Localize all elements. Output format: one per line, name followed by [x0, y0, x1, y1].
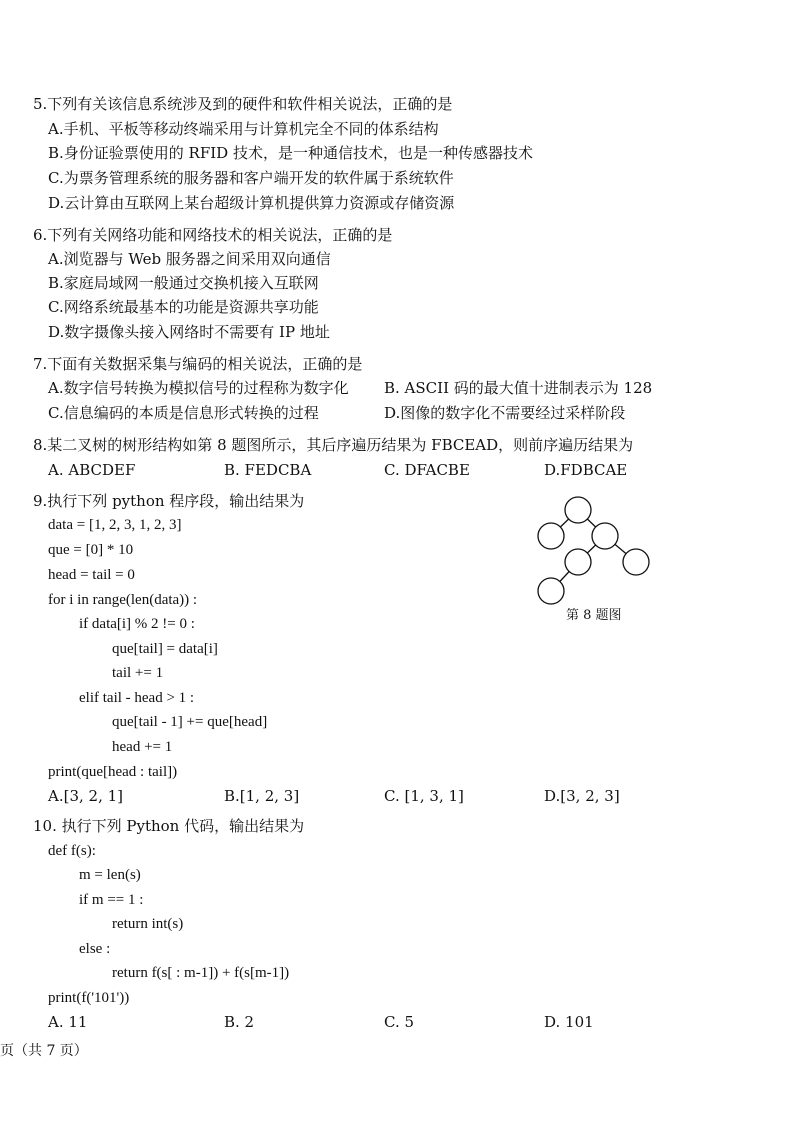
q5-option-d: D.云计算由互联网上某台超级计算机提供算力资源或存储资源 [48, 194, 455, 212]
q9-stem: 9.执行下列 python 程序段，输出结果为 [33, 492, 305, 510]
q9-code-line: tail += 1 [112, 665, 164, 681]
tree-node [565, 549, 591, 575]
q7-option-a: A.数字信号转换为模拟信号的过程称为数字化 [48, 379, 349, 397]
q8-stem: 8.某二叉树的树形结构如第 8 题图所示，其后序遍历结果为 FBCEAD，则前序遍历结果为 [33, 436, 634, 454]
q6-option-a: A.浏览器与 Web 服务器之间采用双向通信 [48, 250, 331, 268]
q6-option-b: B.家庭局域网一般通过交换机接入互联网 [48, 274, 319, 292]
q6-stem: 6.下列有关网络功能和网络技术的相关说法，正确的是 [33, 226, 393, 244]
q9-code-line: que[tail - 1] += que[head] [112, 714, 268, 730]
tree-node [565, 497, 591, 523]
q9-code-line: for i in range(len(data)) : [48, 592, 198, 608]
q9-code-line: elif tail - head > 1 : [79, 690, 195, 706]
q9-code-line: que[tail] = data[i] [112, 641, 218, 657]
tree-node [538, 578, 564, 604]
tree-node [623, 549, 649, 575]
q5-stem: 5.下列有关该信息系统涉及到的硬件和软件相关说法，正确的是 [33, 95, 453, 113]
q10-option-d: D. 101 [544, 1013, 594, 1031]
q10-code-line: return f(s[ : m-1]) + f(s[m-1]) [112, 965, 290, 981]
q9-code-line: head = tail = 0 [48, 567, 135, 583]
q8-option-c: C. DFACBE [384, 461, 470, 479]
q9-option-d: D.[3, 2, 3] [544, 787, 620, 805]
q5-option-a: A.手机、平板等移动终端采用与计算机完全不同的体系结构 [48, 120, 439, 138]
q9-code-line: head += 1 [112, 739, 173, 755]
q7-option-b: B. ASCII 码的最大值十进制表示为 128 [384, 379, 653, 397]
q8-option-b: B. FEDCBA [224, 461, 312, 479]
q10-code-line: m = len(s) [79, 867, 141, 883]
q5-option-b: B.身份证验票使用的 RFID 技术，是一种通信技术，也是一种传感器技术 [48, 144, 533, 162]
q10-option-c: C. 5 [384, 1013, 415, 1031]
q10-option-a: A. 11 [48, 1013, 88, 1031]
q9-option-a: A.[3, 2, 1] [48, 787, 124, 805]
q6-option-c: C.网络系统最基本的功能是资源共享功能 [48, 298, 319, 316]
q9-code-line: que = [0] * 10 [48, 542, 134, 558]
q9-option-c: C. [1, 3, 1] [384, 787, 464, 805]
q10-code-line: print(f('101')) [48, 990, 130, 1006]
q8-option-a: A. ABCDEF [48, 461, 136, 479]
q10-code-line: def f(s): [48, 843, 96, 859]
binary-tree-figure [530, 494, 670, 614]
q6-option-d: D.数字摄像头接入网络时不需要有 IP 地址 [48, 323, 330, 341]
figure-caption: 第 8 题图 [566, 608, 622, 623]
tree-node [538, 523, 564, 549]
tree-node [592, 523, 618, 549]
q10-code-line: else : [79, 941, 111, 957]
q10-stem: 10. 执行下列 Python 代码，输出结果为 [33, 817, 305, 835]
q10-code-line: return int(s) [112, 916, 184, 932]
q7-stem: 7.下面有关数据采集与编码的相关说法，正确的是 [33, 355, 363, 373]
q9-code-line: if data[i] % 2 != 0 : [79, 616, 195, 632]
q9-code-line: data = [1, 2, 3, 1, 2, 3] [48, 517, 182, 533]
q9-option-b: B.[1, 2, 3] [224, 787, 300, 805]
q9-code-line: print(que[head : tail]) [48, 764, 178, 780]
page-footer: 页（共 7 页） [0, 1043, 88, 1059]
q7-option-d: D.图像的数字化不需要经过采样阶段 [384, 404, 626, 422]
q8-option-d: D.FDBCAE [544, 461, 628, 479]
q10-code-line: if m == 1 : [79, 892, 144, 908]
q10-option-b: B. 2 [224, 1013, 255, 1031]
q5-option-c: C.为票务管理系统的服务器和客户端开发的软件属于系统软件 [48, 169, 454, 187]
q7-option-c: C.信息编码的本质是信息形式转换的过程 [48, 404, 319, 422]
